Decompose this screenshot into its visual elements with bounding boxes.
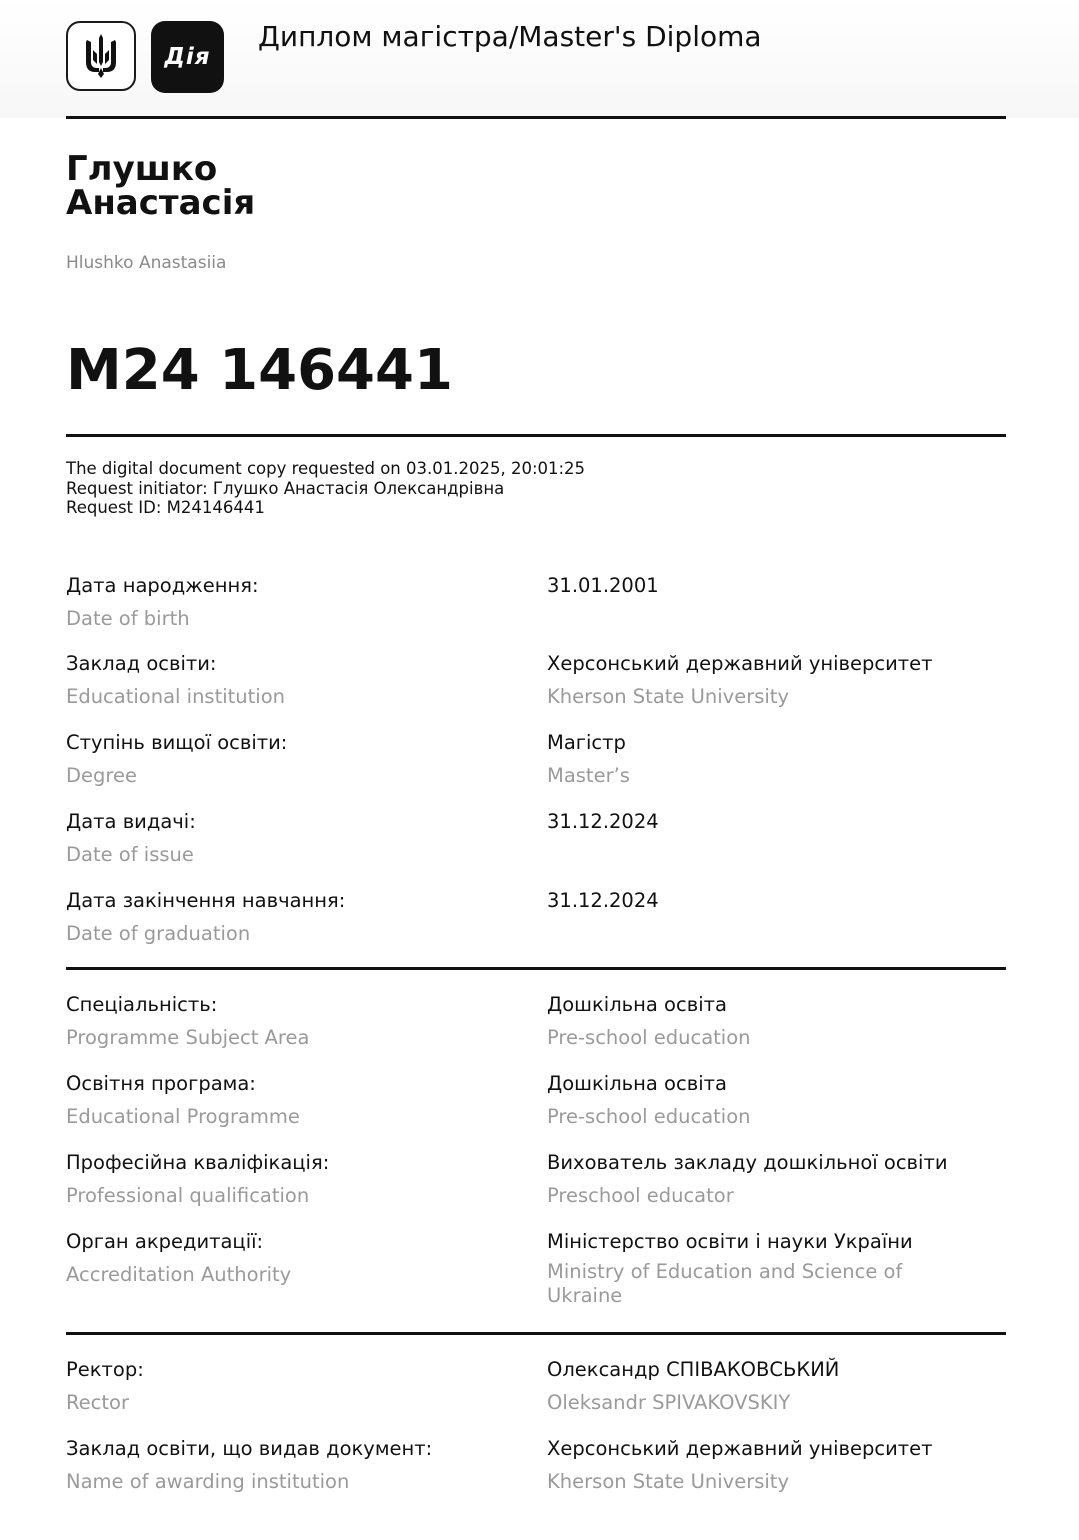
field-degree-value: Магістр Master’s <box>547 731 630 787</box>
request-date: The digital document copy requested on 03.01.2025, 20:01:25 <box>66 459 586 478</box>
field-issue-date-label: Дата видачі: Date of issue <box>66 810 196 866</box>
holder-given-name: Анастасія <box>66 183 256 223</box>
divider <box>66 1332 1006 1335</box>
trident-icon <box>83 32 119 80</box>
header <box>0 0 1079 118</box>
field-accreditation-value: Міністерство освіти і науки України Ministry of Education and Science of Ukraine <box>547 1230 913 1307</box>
field-institution-label: Заклад освіти: Educational institution <box>66 652 286 708</box>
request-info <box>66 459 585 518</box>
field-awarding-institution-label: Заклад освіти, що видав документ: Name of awarding institution <box>66 1437 433 1493</box>
diia-logo-text: Дія <box>164 44 211 70</box>
request-id: Request ID: M24146441 <box>66 498 265 517</box>
field-graduation-date-value: 31.12.2024 <box>547 889 659 912</box>
field-birth-date-value: 31.01.2001 <box>547 574 659 597</box>
holder-latin-name: Hlushko Anastasiia <box>66 253 227 273</box>
field-accreditation-label: Орган акредитації: Accreditation Authority <box>66 1230 292 1286</box>
coat-of-arms-logo <box>66 21 136 91</box>
field-degree-label: Ступінь вищої освіти: Degree <box>66 731 288 787</box>
field-institution-value: Херсонський державний університет Kherson State University <box>547 652 933 708</box>
field-issue-date-value: 31.12.2024 <box>547 810 659 833</box>
holder-name <box>66 149 256 223</box>
divider <box>66 434 1006 437</box>
field-birth-date-label: Дата народження: Date of birth <box>66 574 259 630</box>
divider <box>66 967 1006 970</box>
field-subject-area-label: Спеціальність: Programme Subject Area <box>66 993 310 1049</box>
field-programme-value: Дошкільна освіта Pre-school education <box>547 1072 751 1128</box>
document-number: M24 146441 <box>66 338 453 403</box>
field-rector-value: Олександр СПІВАКОВСЬКИЙ Oleksandr SPIVAKOVSKIY <box>547 1358 840 1414</box>
field-programme-label: Освітня програма: Educational Programme <box>66 1072 300 1128</box>
request-initiator: Request initiator: Глушко Анастасія Олександрівна <box>66 478 505 498</box>
holder-surname: Глушко <box>66 149 218 189</box>
accreditation-en-line2: Ukraine <box>547 1284 623 1307</box>
field-rector-label: Ректор: Rector <box>66 1358 144 1414</box>
divider <box>66 116 1006 119</box>
field-qualification-label: Професійна кваліфікація: Professional qualification <box>66 1151 330 1207</box>
diia-logo <box>151 21 224 93</box>
field-awarding-institution-value: Херсонський державний університет Kherson State University <box>547 1437 933 1493</box>
field-subject-area-value: Дошкільна освіта Pre-school education <box>547 993 751 1049</box>
field-graduation-date-label: Дата закінчення навчання: Date of graduation <box>66 889 346 945</box>
field-qualification-value: Вихователь закладу дошкільної освіти Preschool educator <box>547 1151 948 1207</box>
accreditation-en-line1: Ministry of Education and Science of <box>547 1260 903 1283</box>
document-title: Диплом магістра/Master's Diploma <box>258 20 762 53</box>
